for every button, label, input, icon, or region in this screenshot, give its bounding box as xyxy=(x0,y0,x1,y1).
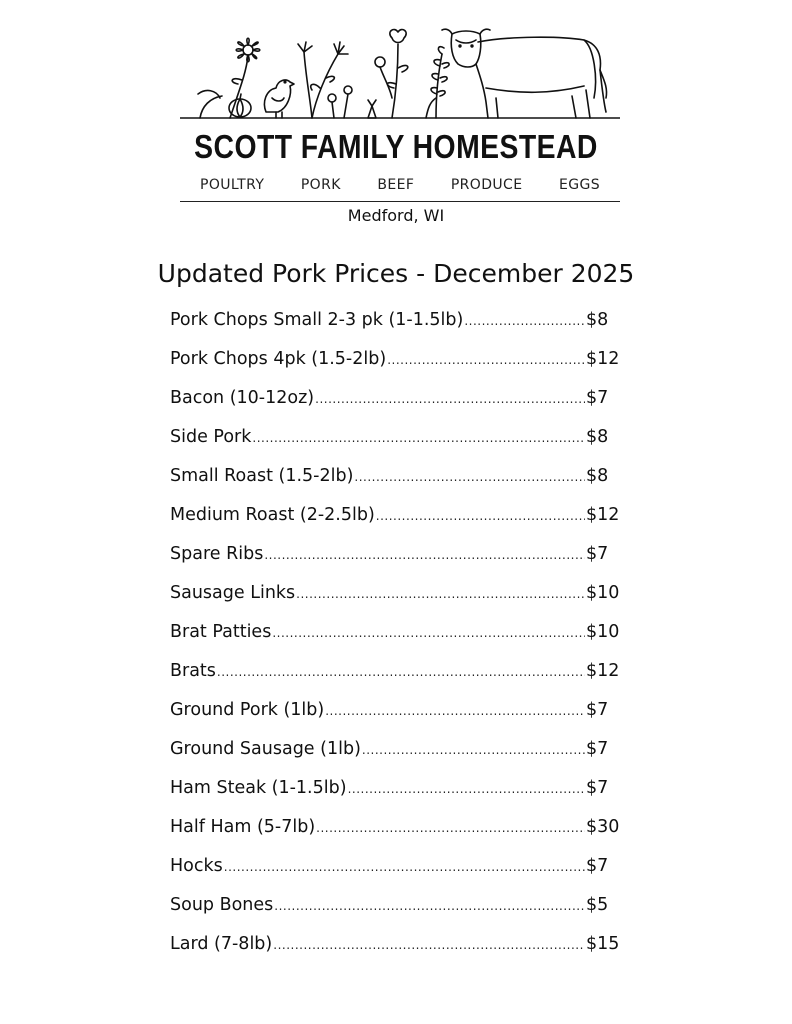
item-price: $7 xyxy=(586,544,609,564)
category-eggs: EGGS xyxy=(558,177,600,193)
item-name: Sausage Links xyxy=(170,583,296,603)
item-name: Lard (7-8lb) xyxy=(170,934,273,954)
item-name: Bacon (10-12oz) xyxy=(170,388,315,408)
price-row xyxy=(170,427,630,466)
category-beef: BEEF xyxy=(377,177,415,193)
item-name: Brat Patties xyxy=(170,622,272,642)
category-produce: PRODUCE xyxy=(450,177,523,193)
price-row xyxy=(170,856,630,895)
item-name: Pork Chops Small 2-3 pk (1-1.5lb) xyxy=(170,310,464,330)
item-price: $7 xyxy=(586,739,609,759)
price-row xyxy=(170,544,630,583)
item-price: $10 xyxy=(586,622,620,642)
item-name: Side Pork xyxy=(170,427,252,447)
item-name: Brats xyxy=(170,661,216,681)
category-pork: PORK xyxy=(300,177,341,193)
price-row xyxy=(170,466,630,505)
item-price: $12 xyxy=(586,349,620,369)
dot-leader xyxy=(296,587,585,601)
price-row xyxy=(170,310,630,349)
carrot-icon xyxy=(368,100,376,118)
leafy-sprig-icon xyxy=(426,47,449,118)
header-divider xyxy=(180,201,620,202)
item-name: Medium Roast (2-2.5lb) xyxy=(170,505,375,525)
dot-leader xyxy=(376,509,585,523)
dot-leader xyxy=(224,860,585,874)
page-heading: Updated Pork Prices - December 2025 xyxy=(157,259,635,288)
price-row xyxy=(170,661,630,700)
price-row xyxy=(170,778,630,817)
price-row xyxy=(170,349,630,388)
price-list xyxy=(170,310,630,973)
price-row xyxy=(170,622,630,661)
price-row xyxy=(170,388,630,427)
dot-leader xyxy=(252,431,585,445)
dot-leader xyxy=(362,743,585,757)
dot-leader xyxy=(354,470,585,484)
category-poultry: POULTRY xyxy=(200,177,265,193)
price-row xyxy=(170,739,630,778)
item-price: $7 xyxy=(586,778,609,798)
cow-icon xyxy=(442,29,607,118)
rose-flower-icon xyxy=(375,30,408,118)
item-price: $8 xyxy=(586,427,609,447)
item-name: Small Roast (1.5-2lb) xyxy=(170,466,354,486)
item-name: Soup Bones xyxy=(170,895,274,915)
item-price: $10 xyxy=(586,583,620,603)
item-name: Ham Steak (1-1.5lb) xyxy=(170,778,347,798)
price-row xyxy=(170,505,630,544)
item-price: $5 xyxy=(586,895,609,915)
item-name: Pork Chops 4pk (1.5-2lb) xyxy=(170,349,387,369)
item-price: $7 xyxy=(586,388,609,408)
item-price: $7 xyxy=(586,700,609,720)
dot-leader xyxy=(272,626,585,640)
item-price: $12 xyxy=(586,661,620,681)
dot-leader xyxy=(217,665,585,679)
dot-leader xyxy=(264,548,585,562)
wildflower-stems-icon xyxy=(298,42,348,118)
item-name: Hocks xyxy=(170,856,223,876)
item-price: $30 xyxy=(586,817,620,837)
dot-leader xyxy=(274,899,585,913)
brand-title: SCOTT FAMILY HOMESTEAD xyxy=(194,128,598,165)
item-name: Half Ham (5-7lb) xyxy=(170,817,316,837)
dot-leader xyxy=(464,314,585,328)
item-price: $7 xyxy=(586,856,609,876)
item-name: Ground Sausage (1lb) xyxy=(170,739,361,759)
price-row xyxy=(170,583,630,622)
dot-leader xyxy=(273,938,585,952)
chicken-icon xyxy=(264,80,294,118)
vine-swirl xyxy=(198,91,222,118)
item-price: $12 xyxy=(586,505,620,525)
price-row xyxy=(170,895,630,934)
item-price: $15 xyxy=(586,934,620,954)
dot-leader xyxy=(348,782,585,796)
price-row xyxy=(170,700,630,739)
daisy-flower-icon xyxy=(230,38,260,118)
item-name: Spare Ribs xyxy=(170,544,264,564)
pumpkin-icon xyxy=(229,94,251,117)
product-categories xyxy=(200,177,600,193)
dot-leader xyxy=(316,821,585,835)
item-price: $8 xyxy=(586,310,609,330)
location-text: Medford, WI xyxy=(347,206,445,225)
price-row xyxy=(170,817,630,856)
item-price: $8 xyxy=(586,466,609,486)
price-row xyxy=(170,934,630,973)
dot-leader xyxy=(387,353,585,367)
small-flowers-icon xyxy=(328,86,352,118)
homestead-logo-illustration xyxy=(180,18,620,122)
dot-leader xyxy=(315,392,585,406)
dot-leader xyxy=(325,704,585,718)
item-name: Ground Pork (1lb) xyxy=(170,700,325,720)
